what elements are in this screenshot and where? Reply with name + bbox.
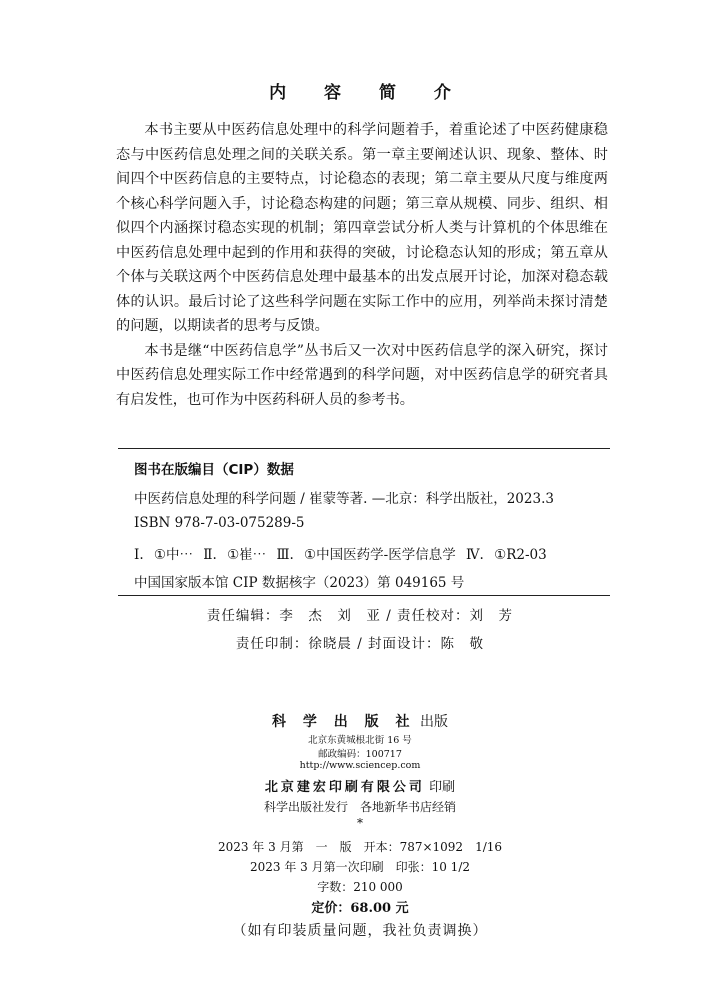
word-count: 字数：210 000 <box>317 880 403 894</box>
publisher-postcode: 邮政编码：100717 <box>318 749 402 760</box>
cip-citation: 中医药信息处理的科学问题 / 崔蒙等著. —北京：科学出版社，2023.3 <box>134 491 554 507</box>
price-value: 68.00 元 <box>350 901 409 916</box>
page-title: 内 容 简 介 <box>269 83 467 103</box>
price-label: 定价： <box>311 901 351 916</box>
publisher-line <box>0 711 720 731</box>
summary-paragraph-2: 本书是继“中医药信息学”丛书后又一次对中医药信息学的深入研究，探讨中医药信息处理实际工作中经常遇到的科学问题，对中医药信息学的研究者具有启发性，也可作为中医药科研人员的参考书。 <box>116 342 608 408</box>
cip-heading: 图书在版编目（CIP）数据 <box>134 462 294 478</box>
editor-credits: 责任编辑：李 杰 刘 亚 / 责任校对：刘 芳 <box>206 608 514 624</box>
printer-suffix: 印刷 <box>429 780 456 795</box>
edition-line: 2023 年 3 月第 一 版 开本：787×1092 1/16 <box>217 840 503 854</box>
price-line <box>0 897 720 916</box>
printer-name: 北京建宏印刷有限公司 <box>264 780 425 795</box>
quality-notice: （如有印装质量问题，我社负责调换） <box>232 923 488 939</box>
content-summary <box>116 118 608 412</box>
production-credits: 责任印制：徐晓晨 / 封面设计：陈 敬 <box>235 636 485 652</box>
cip-isbn: ISBN 978-7-03-075289-5 <box>134 515 305 531</box>
printer-line <box>0 776 720 795</box>
publisher-address: 北京东黄城根北街 16 号 <box>308 735 412 746</box>
cip-record-number: 中国国家版本馆 CIP 数据核字（2023）第 049165 号 <box>134 575 465 591</box>
summary-paragraph-1: 本书主要从中医药信息处理中的科学问题着手，着重论述了中医药健康稳态与中医药信息处理之间的关联关系。第一章主要阐述认识、现象、整体、时间四个中医药信息的主要特点，讨论稳态的表现；第二章主要从尺度与维度两个核心科学问题入手，讨论稳态构建的问题；第三章从规模、同步、组织、相似四个内涵探讨稳态实现的机制；第四章尝试分析人类与计算机的个体思维在中医药信息处理中起到的作用和获得的突破，讨论稳态认知的形成；第五章从个体与关联这两个中医药信息处理中最基本的出发点展开讨论，加深对稳态载体的认识。最后讨论了这些科学问题在实际工作中的应用，列举尚未探讨清楚的问题，以期读者的思考与反馈。 <box>116 122 608 334</box>
separator-star: * <box>357 816 363 830</box>
cip-classification: Ⅰ. ①中⋯ Ⅱ. ①崔⋯ Ⅲ. ①中国医药学-医学信息学 Ⅳ. ①R2-03 <box>134 547 547 563</box>
distribution-line: 科学出版社发行 各地新华书店经销 <box>263 800 456 814</box>
publisher-name: 科 学 出 版 社 <box>272 714 416 730</box>
publisher-website: http://www.sciencep.com <box>299 760 421 771</box>
cip-data-block <box>118 448 610 596</box>
publisher-suffix: 出版 <box>419 714 448 730</box>
printing-line: 2023 年 3 月第一次印刷 印张：10 1/2 <box>249 860 470 874</box>
